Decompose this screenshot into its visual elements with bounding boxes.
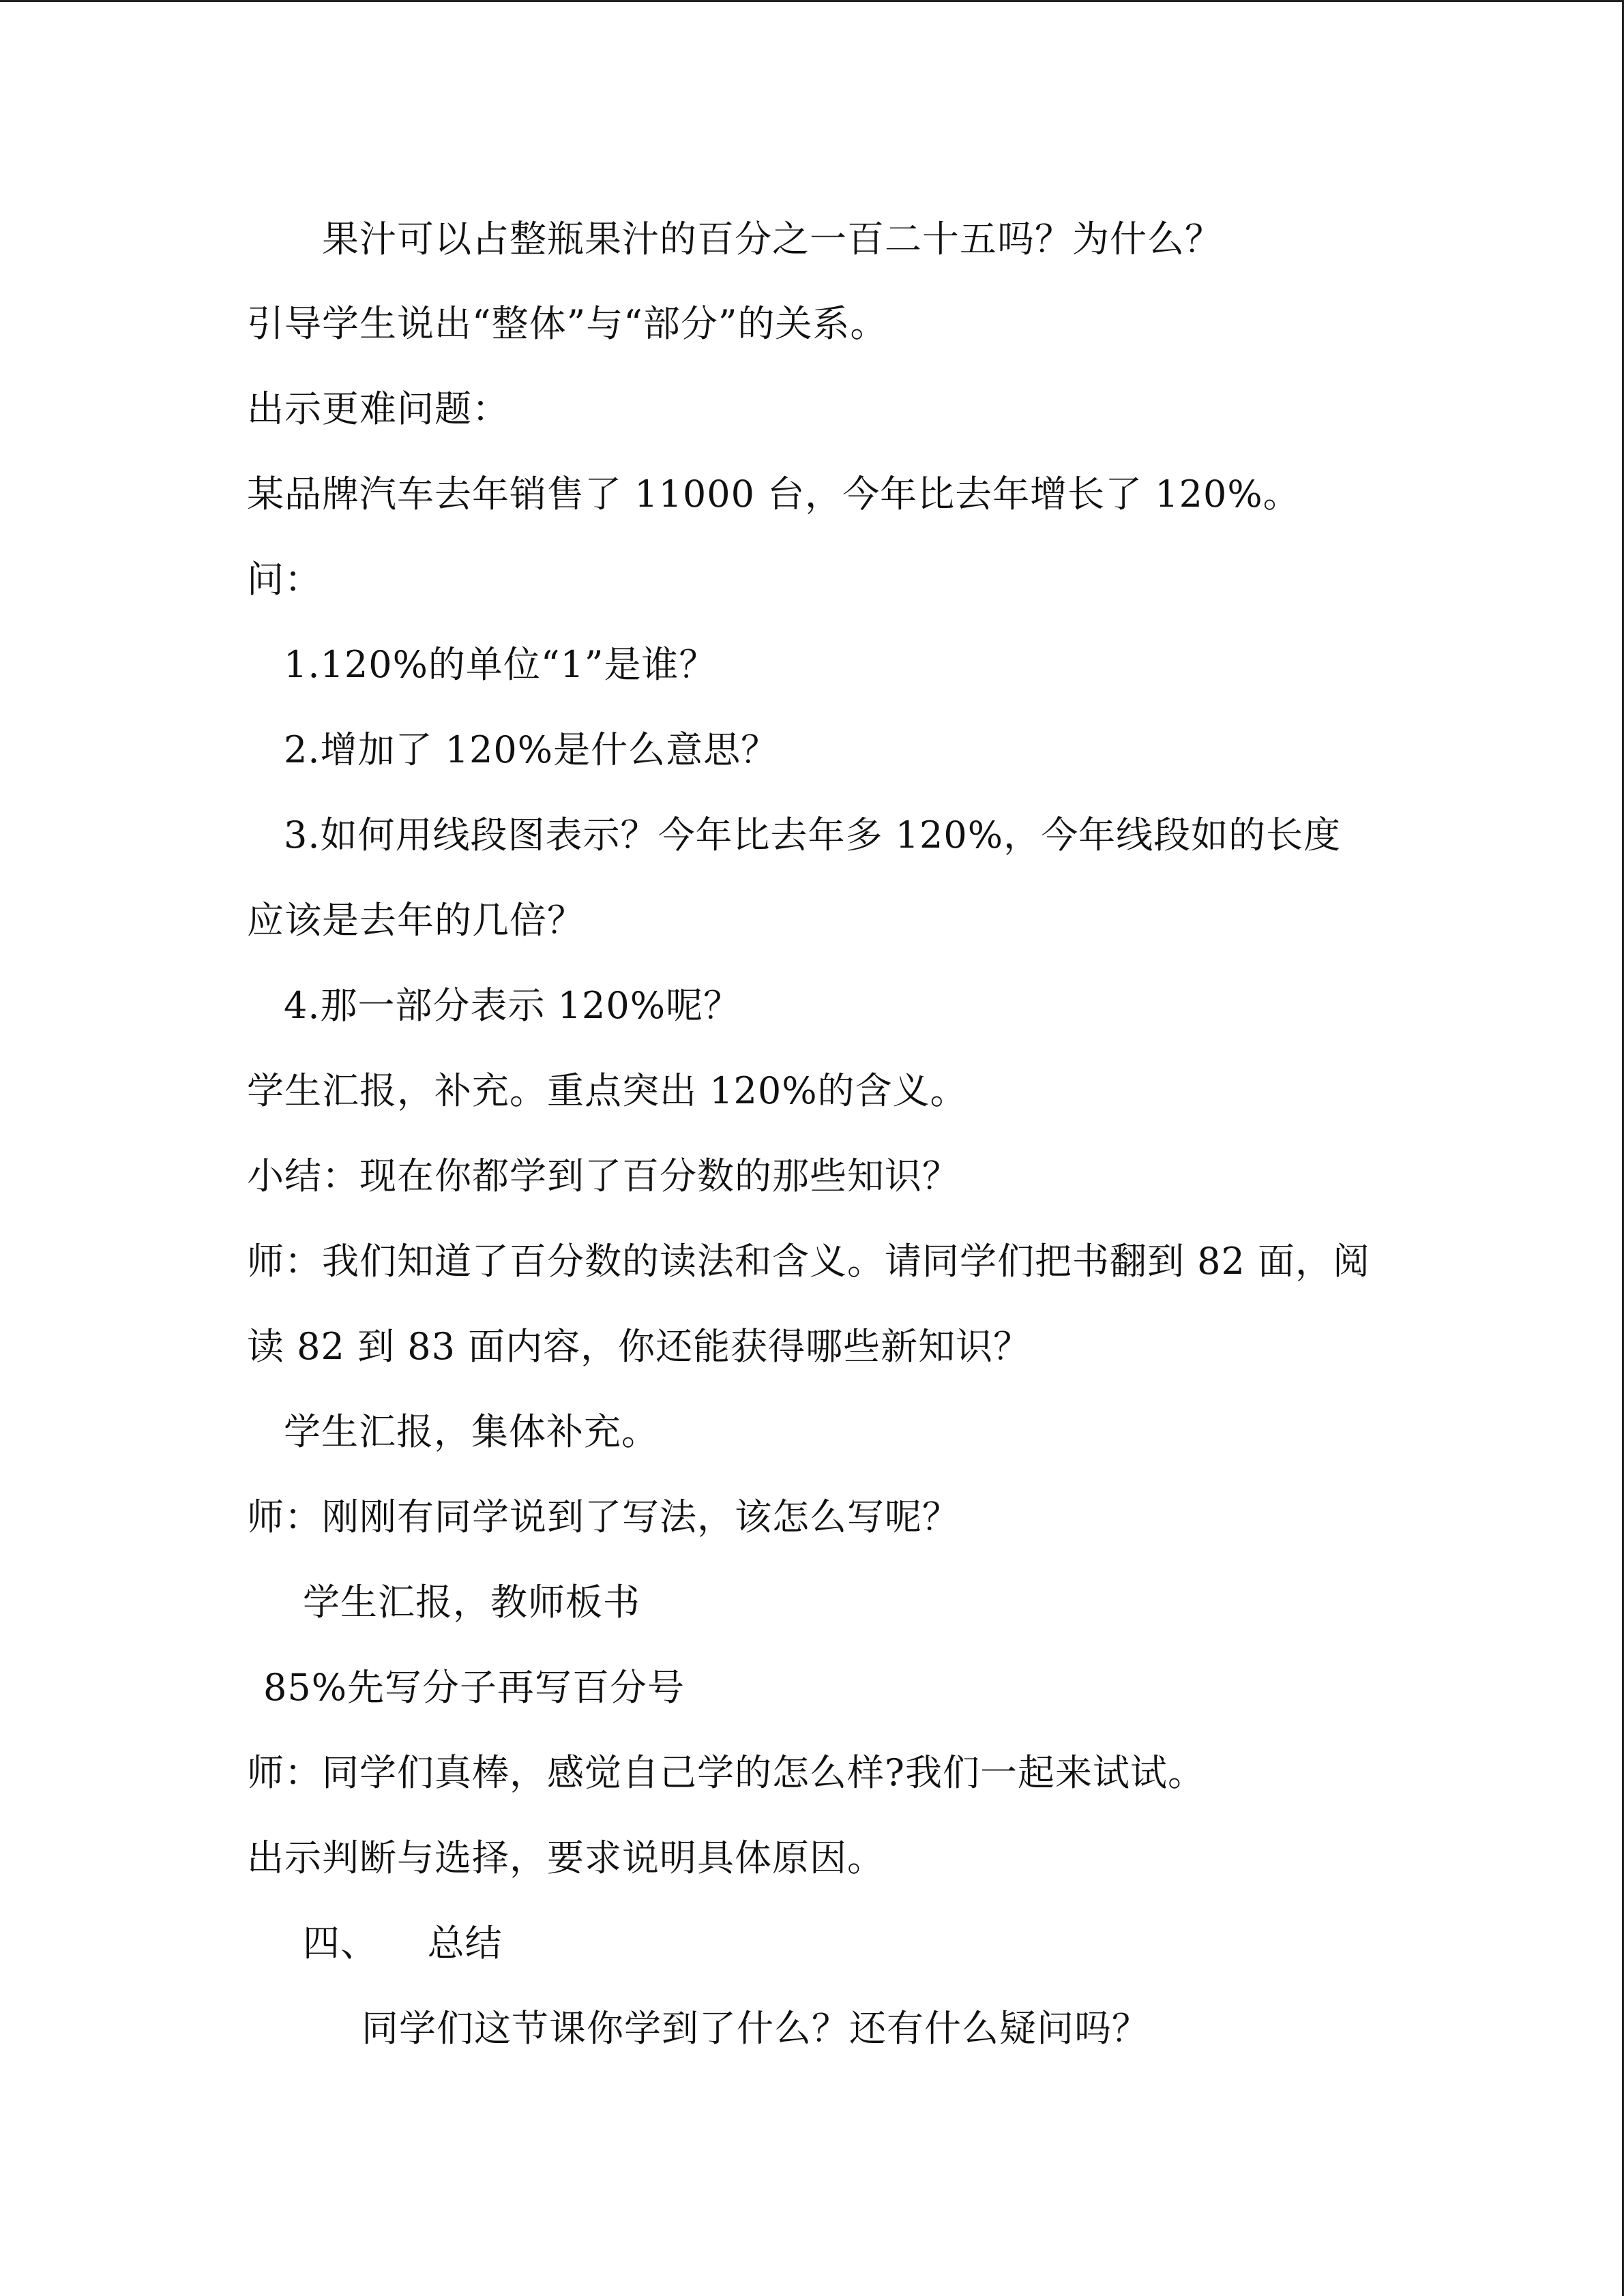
paragraph-praise: 师：同学们真棒，感觉自己学的怎么样?我们一起来试试。: [247, 1751, 1205, 1794]
page-top-border: [0, 0, 1624, 2]
paragraph-judgement: 出示判断与选择，要求说明具体原因。: [247, 1836, 885, 1879]
paragraph-closing-question: 同学们这节课你学到了什么？还有什么疑问吗？: [361, 2007, 1149, 2050]
paragraph-teacher-reading-continued: 读 82 到 83 面内容，你还能获得哪些新知识？: [247, 1325, 1031, 1368]
paragraph-summary: 小结：现在你都学到了百分数的那些知识？: [247, 1154, 960, 1197]
paragraph-juice-question: 果汁可以占整瓶果汁的百分之一百二十五吗？为什么？: [322, 218, 1222, 260]
paragraph-car-sales: 某品牌汽车去年销售了 11000 台，今年比去年增长了 120%。: [247, 473, 1301, 516]
list-item-2: 2.增加了 120%是什么意思？: [284, 728, 779, 771]
paragraph-teacher-reading: 师：我们知道了百分数的读法和含义。请同学们把书翻到 82 面，阅: [247, 1240, 1371, 1283]
list-item-4: 4.那一部分表示 120%呢？: [284, 984, 741, 1027]
paragraph-whole-part: 引导学生说出“整体”与“部分”的关系。: [247, 302, 888, 345]
paragraph-ask: 问：: [247, 558, 322, 601]
paragraph-writing-method: 师：刚刚有同学说到了写法，该怎么写呢？: [247, 1495, 960, 1538]
paragraph-collective-supplement: 学生汇报，集体补充。: [284, 1410, 659, 1453]
paragraph-writing-example: 85%先写分子再写百分号: [263, 1666, 685, 1709]
paragraph-harder-question: 出示更难问题：: [247, 387, 510, 430]
paragraph-board-writing: 学生汇报，教师板书: [303, 1581, 640, 1624]
list-item-3-continued: 应该是去年的几倍？: [247, 899, 585, 942]
list-item-1: 1.120%的单位“1”是谁？: [284, 643, 717, 686]
paragraph-student-report: 学生汇报，补充。重点突出 120%的含义。: [247, 1069, 968, 1112]
list-item-3: 3.如何用线段图表示？今年比去年多 120%，今年线段如的长度: [284, 814, 1342, 856]
section-heading-summary: 四、 总结: [303, 1922, 503, 1965]
